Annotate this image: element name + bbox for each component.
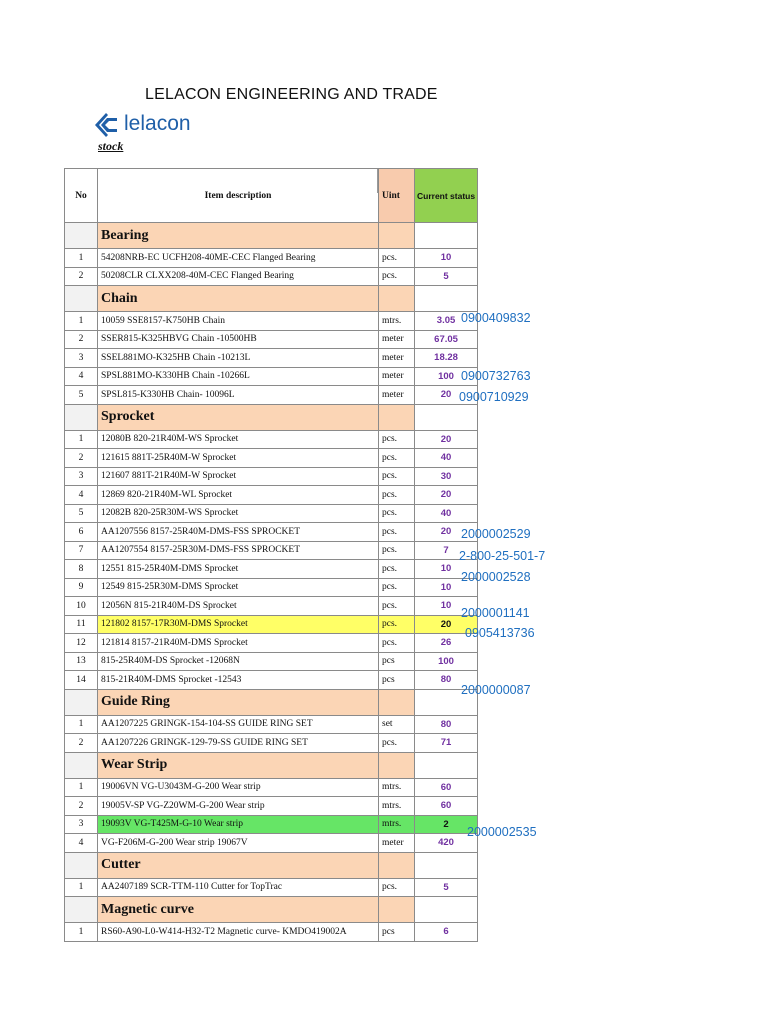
row-number: 9 xyxy=(65,578,98,597)
item-description: 121814 8157-21R40M-DMS Sprocket xyxy=(98,634,379,653)
item-unit: meter xyxy=(379,367,415,386)
section-no-cell xyxy=(65,223,98,249)
item-status: 20 xyxy=(415,486,478,505)
table-row xyxy=(65,578,478,597)
item-description: 12551 815-25R40M-DMS Sprocket xyxy=(98,560,379,579)
row-number: 2 xyxy=(65,449,98,468)
row-number: 6 xyxy=(65,523,98,542)
item-status: 20 xyxy=(415,615,478,634)
item-status: 420 xyxy=(415,834,478,853)
item-status: 20 xyxy=(415,523,478,542)
section-status-cell xyxy=(415,404,478,430)
row-number: 7 xyxy=(65,541,98,560)
item-description: 12056N 815-21R40M-DS Sprocket xyxy=(98,597,379,616)
item-status: 5 xyxy=(415,267,478,286)
item-description: SSEL881MO-K325HB Chain -10213L xyxy=(98,349,379,368)
item-unit: pcs. xyxy=(379,615,415,634)
section-status-cell xyxy=(415,286,478,312)
item-status: 100 xyxy=(415,367,478,386)
item-description: 19005V-SP VG-Z20WM-G-200 Wear strip xyxy=(98,797,379,816)
item-description: 121615 881T-25R40M-W Sprocket xyxy=(98,449,379,468)
table-row xyxy=(65,367,478,386)
table-row xyxy=(65,652,478,671)
table-row xyxy=(65,878,478,897)
item-unit: pcs. xyxy=(379,449,415,468)
section-row xyxy=(65,897,478,923)
table-row xyxy=(65,249,478,268)
table-row xyxy=(65,834,478,853)
table-row xyxy=(65,615,478,634)
item-unit: pcs. xyxy=(379,597,415,616)
item-status: 80 xyxy=(415,715,478,734)
table-row xyxy=(65,449,478,468)
header-unit: Uint xyxy=(379,169,415,223)
item-status: 6 xyxy=(415,923,478,942)
item-unit: pcs. xyxy=(379,634,415,653)
row-number: 14 xyxy=(65,671,98,690)
item-description: 12869 820-21R40M-WL Sprocket xyxy=(98,486,379,505)
item-description: 121607 881T-21R40M-W Sprocket xyxy=(98,467,379,486)
section-row xyxy=(65,286,478,312)
table-header-row xyxy=(65,169,478,223)
row-number: 1 xyxy=(65,878,98,897)
item-description: SPSL881MO-K330HB Chain -10266L xyxy=(98,367,379,386)
side-note: 2000000087 xyxy=(461,683,531,697)
item-unit: pcs xyxy=(379,671,415,690)
section-title: Sprocket xyxy=(98,404,379,430)
item-unit: mtrs. xyxy=(379,797,415,816)
item-unit: pcs. xyxy=(379,486,415,505)
table-row xyxy=(65,815,478,834)
table-row xyxy=(65,386,478,405)
item-unit: mtrs. xyxy=(379,778,415,797)
row-number: 8 xyxy=(65,560,98,579)
item-status: 5 xyxy=(415,878,478,897)
item-status: 20 xyxy=(415,430,478,449)
item-unit: meter xyxy=(379,349,415,368)
item-status: 60 xyxy=(415,797,478,816)
table-row xyxy=(65,349,478,368)
section-no-cell xyxy=(65,286,98,312)
table-row xyxy=(65,778,478,797)
table-row xyxy=(65,267,478,286)
side-note: 2000002535 xyxy=(467,825,537,839)
table-row xyxy=(65,597,478,616)
stock-table xyxy=(64,168,478,942)
item-unit: mtrs. xyxy=(379,815,415,834)
side-note: 0900732763 xyxy=(461,369,531,383)
table-row xyxy=(65,541,478,560)
item-description: 12082B 820-25R30M-WS Sprocket xyxy=(98,504,379,523)
item-unit: set xyxy=(379,715,415,734)
item-unit: pcs. xyxy=(379,267,415,286)
table-row xyxy=(65,671,478,690)
item-status: 18.28 xyxy=(415,349,478,368)
row-number: 1 xyxy=(65,249,98,268)
item-description: 12549 815-25R30M-DMS Sprocket xyxy=(98,578,379,597)
row-number: 2 xyxy=(65,330,98,349)
item-status: 10 xyxy=(415,578,478,597)
item-unit: pcs. xyxy=(379,734,415,753)
header-item-description: Item description xyxy=(98,169,379,223)
row-number: 2 xyxy=(65,734,98,753)
item-status: 30 xyxy=(415,467,478,486)
section-row xyxy=(65,223,478,249)
row-number: 1 xyxy=(65,715,98,734)
item-unit: pcs. xyxy=(379,560,415,579)
section-status-cell xyxy=(415,752,478,778)
item-unit: meter xyxy=(379,834,415,853)
item-unit: pcs xyxy=(379,652,415,671)
item-unit: pcs. xyxy=(379,504,415,523)
item-unit: meter xyxy=(379,386,415,405)
row-number: 2 xyxy=(65,267,98,286)
section-title: Guide Ring xyxy=(98,689,379,715)
company-title: LELACON ENGINEERING AND TRADE xyxy=(145,86,438,103)
section-unit-cell xyxy=(379,852,415,878)
table-row xyxy=(65,523,478,542)
row-number: 1 xyxy=(65,430,98,449)
row-number: 4 xyxy=(65,367,98,386)
table-row xyxy=(65,430,478,449)
item-description: SSER815-K325HBVG Chain -10500HB xyxy=(98,330,379,349)
section-status-cell xyxy=(415,223,478,249)
section-unit-cell xyxy=(379,404,415,430)
item-description: VG-F206M-G-200 Wear strip 19067V xyxy=(98,834,379,853)
section-unit-cell xyxy=(379,752,415,778)
section-no-cell xyxy=(65,404,98,430)
item-status: 40 xyxy=(415,504,478,523)
row-number: 2 xyxy=(65,797,98,816)
item-description: 815-21R40M-DMS Sprocket -12543 xyxy=(98,671,379,690)
row-number: 12 xyxy=(65,634,98,653)
table-row xyxy=(65,467,478,486)
section-unit-cell xyxy=(379,689,415,715)
item-description: AA2407189 SCR-TTM-110 Cutter for TopTrac xyxy=(98,878,379,897)
item-unit: mtrs. xyxy=(379,312,415,331)
item-description: 121802 8157-17R30M-DMS Sprocket xyxy=(98,615,379,634)
row-number: 5 xyxy=(65,504,98,523)
item-description: 50208CLR CLXX208-40M-CEC Flanged Bearing xyxy=(98,267,379,286)
item-description: AA1207554 8157-25R30M-DMS-FSS SPROCKET xyxy=(98,541,379,560)
header-current-status: Current status xyxy=(415,169,478,223)
item-description: AA1207226 GRINGK-129-79-SS GUIDE RING SET xyxy=(98,734,379,753)
item-status: 10 xyxy=(415,597,478,616)
row-number: 3 xyxy=(65,467,98,486)
table-row xyxy=(65,734,478,753)
section-row xyxy=(65,404,478,430)
row-number: 13 xyxy=(65,652,98,671)
section-row xyxy=(65,852,478,878)
item-status: 10 xyxy=(415,560,478,579)
item-unit: pcs. xyxy=(379,578,415,597)
section-unit-cell xyxy=(379,897,415,923)
item-status: 7 xyxy=(415,541,478,560)
item-status: 80 xyxy=(415,671,478,690)
section-status-cell xyxy=(415,897,478,923)
row-number: 1 xyxy=(65,923,98,942)
item-unit: pcs. xyxy=(379,249,415,268)
item-status: 3.05 xyxy=(415,312,478,331)
item-unit: pcs. xyxy=(379,541,415,560)
item-unit: meter xyxy=(379,330,415,349)
item-status: 10 xyxy=(415,249,478,268)
table-row xyxy=(65,923,478,942)
table-row xyxy=(65,560,478,579)
table-row xyxy=(65,312,478,331)
row-number: 3 xyxy=(65,815,98,834)
section-status-cell xyxy=(415,852,478,878)
section-title: Wear Strip xyxy=(98,752,379,778)
item-unit: pcs xyxy=(379,923,415,942)
section-no-cell xyxy=(65,752,98,778)
section-no-cell xyxy=(65,897,98,923)
section-title: Magnetic curve xyxy=(98,897,379,923)
row-number: 1 xyxy=(65,312,98,331)
table-row xyxy=(65,715,478,734)
item-description: SPSL815-K330HB Chain- 10096L xyxy=(98,386,379,405)
side-note: 2000002528 xyxy=(461,570,531,584)
item-description: 10059 SSE8157-K750HB Chain xyxy=(98,312,379,331)
item-status: 71 xyxy=(415,734,478,753)
side-note: 0900710929 xyxy=(459,390,529,404)
section-title: Bearing xyxy=(98,223,379,249)
item-description: 19006VN VG-U3043M-G-200 Wear strip xyxy=(98,778,379,797)
side-note: 0900409832 xyxy=(461,311,531,325)
item-unit: pcs. xyxy=(379,878,415,897)
table-row xyxy=(65,504,478,523)
section-row xyxy=(65,752,478,778)
item-description: 54208NRB-EC UCFH208-40ME-CEC Flanged Bearing xyxy=(98,249,379,268)
row-number: 3 xyxy=(65,349,98,368)
row-number: 4 xyxy=(65,486,98,505)
item-description: 12080B 820-21R40M-WS Sprocket xyxy=(98,430,379,449)
table-row xyxy=(65,797,478,816)
side-note: 2-800-25-501-7 xyxy=(459,549,546,563)
section-row xyxy=(65,689,478,715)
item-description: RS60-A90-L0-W414-H32-T2 Magnetic curve- KMDO419002A xyxy=(98,923,379,942)
item-description: AA1207225 GRINGK-154-104-SS GUIDE RING SET xyxy=(98,715,379,734)
row-number: 4 xyxy=(65,834,98,853)
item-status: 100 xyxy=(415,652,478,671)
table-row xyxy=(65,330,478,349)
row-number: 11 xyxy=(65,615,98,634)
section-no-cell xyxy=(65,852,98,878)
item-unit: pcs. xyxy=(379,430,415,449)
side-note: 2000001141 xyxy=(461,606,530,620)
item-unit: pcs. xyxy=(379,523,415,542)
table-row xyxy=(65,486,478,505)
row-number: 5 xyxy=(65,386,98,405)
item-status: 20 xyxy=(415,386,478,405)
side-note: 0905413736 xyxy=(465,626,535,640)
item-unit: pcs. xyxy=(379,467,415,486)
row-number: 10 xyxy=(65,597,98,616)
item-status: 2 xyxy=(415,815,478,834)
section-unit-cell xyxy=(379,286,415,312)
item-status: 60 xyxy=(415,778,478,797)
header-no: No xyxy=(65,169,98,223)
section-title: Chain xyxy=(98,286,379,312)
side-note: 2000002529 xyxy=(461,527,531,541)
item-status: 40 xyxy=(415,449,478,468)
item-description: 815-25R40M-DS Sprocket -12068N xyxy=(98,652,379,671)
item-description: AA1207556 8157-25R40M-DMS-FSS SPROCKET xyxy=(98,523,379,542)
table-row xyxy=(65,634,478,653)
item-status: 67.05 xyxy=(415,330,478,349)
item-description: 19093V VG-T425M-G-10 Wear strip xyxy=(98,815,379,834)
item-status: 26 xyxy=(415,634,478,653)
stock-label: stock xyxy=(98,139,124,153)
section-unit-cell xyxy=(379,223,415,249)
logo-text: lelacon xyxy=(124,112,191,135)
section-no-cell xyxy=(65,689,98,715)
row-number: 1 xyxy=(65,778,98,797)
section-title: Cutter xyxy=(98,852,379,878)
